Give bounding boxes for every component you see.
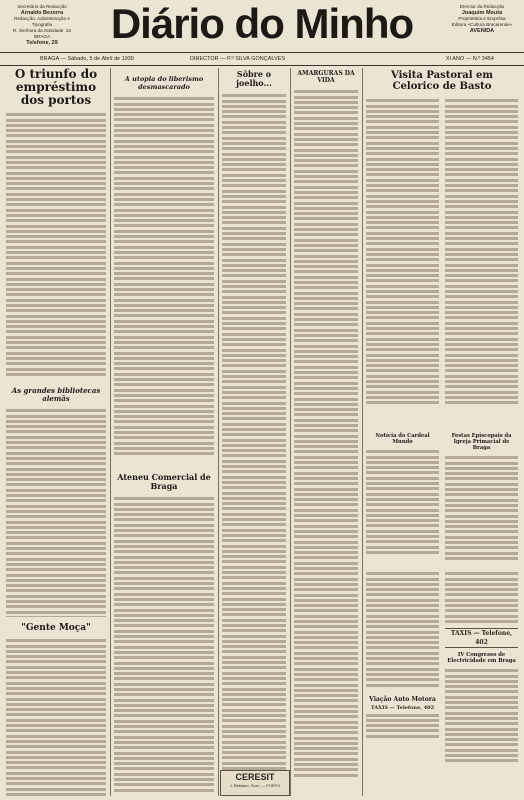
- left-subcolumn: [366, 570, 439, 767]
- taxis-ad: TAXIS — Telefone, 402: [445, 628, 518, 648]
- headline-festas: Festas Episcopais da Igreja Primacial de Braga: [451, 433, 512, 451]
- headline-viacao: Viação Auto Motora: [369, 696, 436, 703]
- issue-date: BRAGA — Sábado, 5 de Abril de 1930: [40, 56, 134, 62]
- article-body: [222, 92, 286, 782]
- info-line: Telefone, 29: [26, 40, 58, 46]
- info-line: Redacção, Administração e Tipografia: [14, 16, 70, 27]
- director-name: DIRECTOR — P.º SILVA GONÇALVES: [190, 56, 286, 62]
- article-body: [6, 111, 106, 381]
- article-body: [445, 97, 518, 427]
- article-body: [114, 95, 214, 465]
- headline-utopia: A utopia do liberismo desmascarado: [124, 75, 204, 91]
- headline-visita-pastoral: Visita Pastoral em Celorico de Basto: [390, 70, 493, 92]
- masthead: [0, 0, 524, 52]
- article-body: [366, 97, 439, 427]
- ceresit-ad-title: CERESIT: [235, 772, 275, 782]
- headline-emprestimo: O triunfo do empréstimo dos portos: [14, 68, 98, 107]
- info-line: Joaquim Mouta: [461, 10, 503, 16]
- column-4: [294, 68, 358, 796]
- column-2: [114, 68, 214, 796]
- masthead-left-info: [6, 4, 78, 46]
- info-line: Proprietária e Emprêsa: [458, 16, 506, 21]
- ceresit-ad: [220, 770, 290, 796]
- info-line: Editora «Cultura Bracarense»: [451, 22, 513, 27]
- article-body: [6, 637, 106, 796]
- article-body: [114, 495, 214, 795]
- article-body: [366, 570, 439, 690]
- article-body: [294, 88, 358, 778]
- ceresit-ad-subtitle: J. Bebiano, Sucr. — PORTO: [229, 783, 281, 788]
- dateline-bar: [0, 52, 524, 66]
- info-line: Director da Redacção: [459, 4, 505, 9]
- right-subcolumn: [445, 570, 518, 767]
- headline-bibliotecas: As grandes bibliotecas alemãs: [11, 386, 101, 403]
- article-body: [445, 570, 518, 625]
- info-line: AVENIDA: [469, 28, 495, 34]
- column-divider: [290, 68, 291, 796]
- headline-joelho: Sôbre o joelho...: [236, 69, 272, 88]
- article-body: [445, 667, 518, 767]
- headline-gente-moca: "Gente Moça": [21, 623, 91, 633]
- column-1: [6, 68, 106, 796]
- column-3: [222, 68, 286, 796]
- headline-ateneu: Ateneu Comercial de Braga: [117, 472, 211, 491]
- article-body: [6, 407, 106, 617]
- info-line: R. Senhora da Soledade, 34: [13, 28, 71, 33]
- issue-number: XI ANO — N.º 3454: [445, 56, 494, 62]
- article-body: [366, 448, 439, 558]
- info-line: BRAGA: [33, 34, 51, 39]
- notice-cardeal: [366, 433, 439, 564]
- taxis-ad-text: TAXIS — Telefone, 402: [370, 705, 435, 711]
- article-body: [366, 711, 439, 741]
- newspaper-title: Diário do Minho: [110, 0, 414, 47]
- article-body: [445, 454, 518, 564]
- info-line: Secretário da Redacção: [17, 4, 67, 9]
- headline-amarguras: AMARGURAS DA VIDA: [297, 70, 355, 84]
- headline-congresso: IV Congresso de Electricidade em Braga: [447, 652, 516, 664]
- headline-cardeal: Notícia do Cardeal Mundo: [375, 433, 430, 445]
- column-divider: [110, 68, 111, 796]
- column-5-6: [366, 68, 518, 796]
- column-divider: [362, 68, 363, 796]
- column-divider: [218, 68, 219, 796]
- notice-festas: [445, 433, 518, 564]
- info-line: Arnaldo Bezerra: [20, 10, 64, 16]
- masthead-right-info: [446, 4, 518, 34]
